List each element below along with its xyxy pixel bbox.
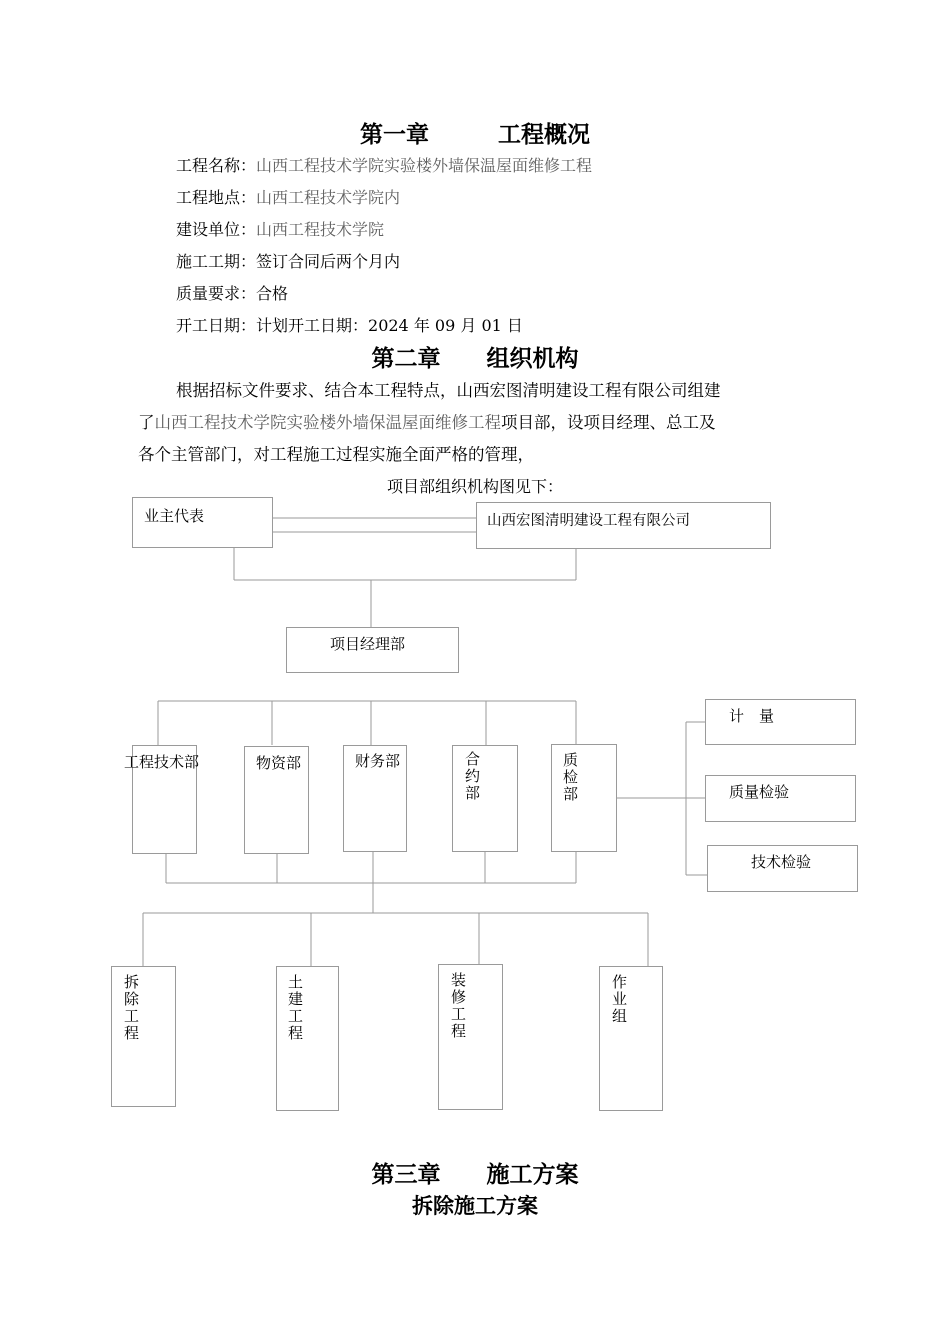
paragraph-line-2: 了山西工程技术学院实验楼外墙保温屋面维修工程项目部，设项目经理、总工及 xyxy=(138,413,716,432)
chapter2-number: 第二章 xyxy=(371,345,441,372)
qc-quality-inspection-label: 质量检验 xyxy=(729,783,790,801)
dept-materials-box xyxy=(244,746,309,854)
info-row-duration: 施工工期：签订合同后两个月内 xyxy=(176,252,401,271)
dept-contracts-box xyxy=(452,745,518,852)
chapter3-title: 施工方案 xyxy=(486,1161,579,1188)
paragraph-line-3: 各个主管部门，对工程施工过程实施全面严格的管理， xyxy=(138,445,534,464)
team-decoration-label: 装修工程 xyxy=(451,971,467,1040)
chapter1-number: 第一章 xyxy=(360,121,429,148)
duration-value: 签订合同后两个月内 xyxy=(256,252,401,271)
quality-value: 合格 xyxy=(256,284,289,303)
dept-materials-label: 物资部 xyxy=(256,754,302,772)
team-workgroup-label: 作业组 xyxy=(612,973,628,1025)
project-name-value: 山西工程技术学院实验楼外墙保温屋面维修工程 xyxy=(256,156,593,175)
qc-quality-inspection-box xyxy=(705,775,856,822)
company-label: 山西宏图清明建设工程有限公司 xyxy=(487,513,690,529)
dept-qc-box xyxy=(551,744,617,852)
paragraph-line-1: 根据招标文件要求、结合本工程特点，山西宏图清明建设工程有限公司组建 xyxy=(176,381,721,400)
team-workgroup-box xyxy=(599,966,663,1111)
team-demolition-label: 拆除工程 xyxy=(124,973,140,1042)
chapter3-subtitle: 拆除施工方案 xyxy=(412,1193,538,1218)
dept-contracts-label: 合约部 xyxy=(465,750,481,802)
qc-technical-inspection-box xyxy=(707,845,858,892)
chart-caption: 项目部组织机构图见下： xyxy=(386,477,563,496)
project-dept-box xyxy=(286,627,459,673)
info-row-project-name: 工程名称：山西工程技术学院实验楼外墙保温屋面维修工程 xyxy=(176,156,593,175)
dept-finance-label: 财务部 xyxy=(355,752,401,770)
owner-representative-box xyxy=(132,497,273,548)
dept-qc-label: 质检部 xyxy=(563,751,579,803)
team-civil-label: 土建工程 xyxy=(288,973,304,1042)
info-row-quality: 质量要求：合格 xyxy=(176,284,289,303)
info-row-owner: 建设单位：山西工程技术学院 xyxy=(176,220,385,239)
qc-technical-inspection-label: 技术检验 xyxy=(751,853,812,871)
dept-engineering-label: 工程技术部 xyxy=(124,753,200,771)
project-dept-label: 项目经理部 xyxy=(330,635,406,653)
chapter3-heading xyxy=(0,1156,950,1189)
chapter1-title: 工程概况 xyxy=(498,121,590,148)
team-decoration-box xyxy=(438,964,503,1110)
team-civil-box xyxy=(276,966,339,1111)
owner-value: 山西工程技术学院 xyxy=(256,220,385,239)
info-row-location: 工程地点：山西工程技术学院内 xyxy=(176,188,401,207)
chapter2-title: 组织机构 xyxy=(486,345,579,372)
qc-measurement-label: 计 量 xyxy=(729,707,775,725)
company-box xyxy=(476,502,771,549)
dept-finance-box xyxy=(343,745,407,852)
start-date-value: 计划开工日期：2024 年 09 月 01 日 xyxy=(256,316,523,335)
info-row-start-date: 开工日期：计划开工日期：2024 年 09 月 01 日 xyxy=(176,316,523,335)
chapter3-number: 第三章 xyxy=(371,1161,441,1188)
location-value: 山西工程技术学院内 xyxy=(256,188,401,207)
team-demolition-box xyxy=(111,966,176,1107)
qc-measurement-box xyxy=(705,699,856,745)
owner-representative-label: 业主代表 xyxy=(144,507,205,525)
